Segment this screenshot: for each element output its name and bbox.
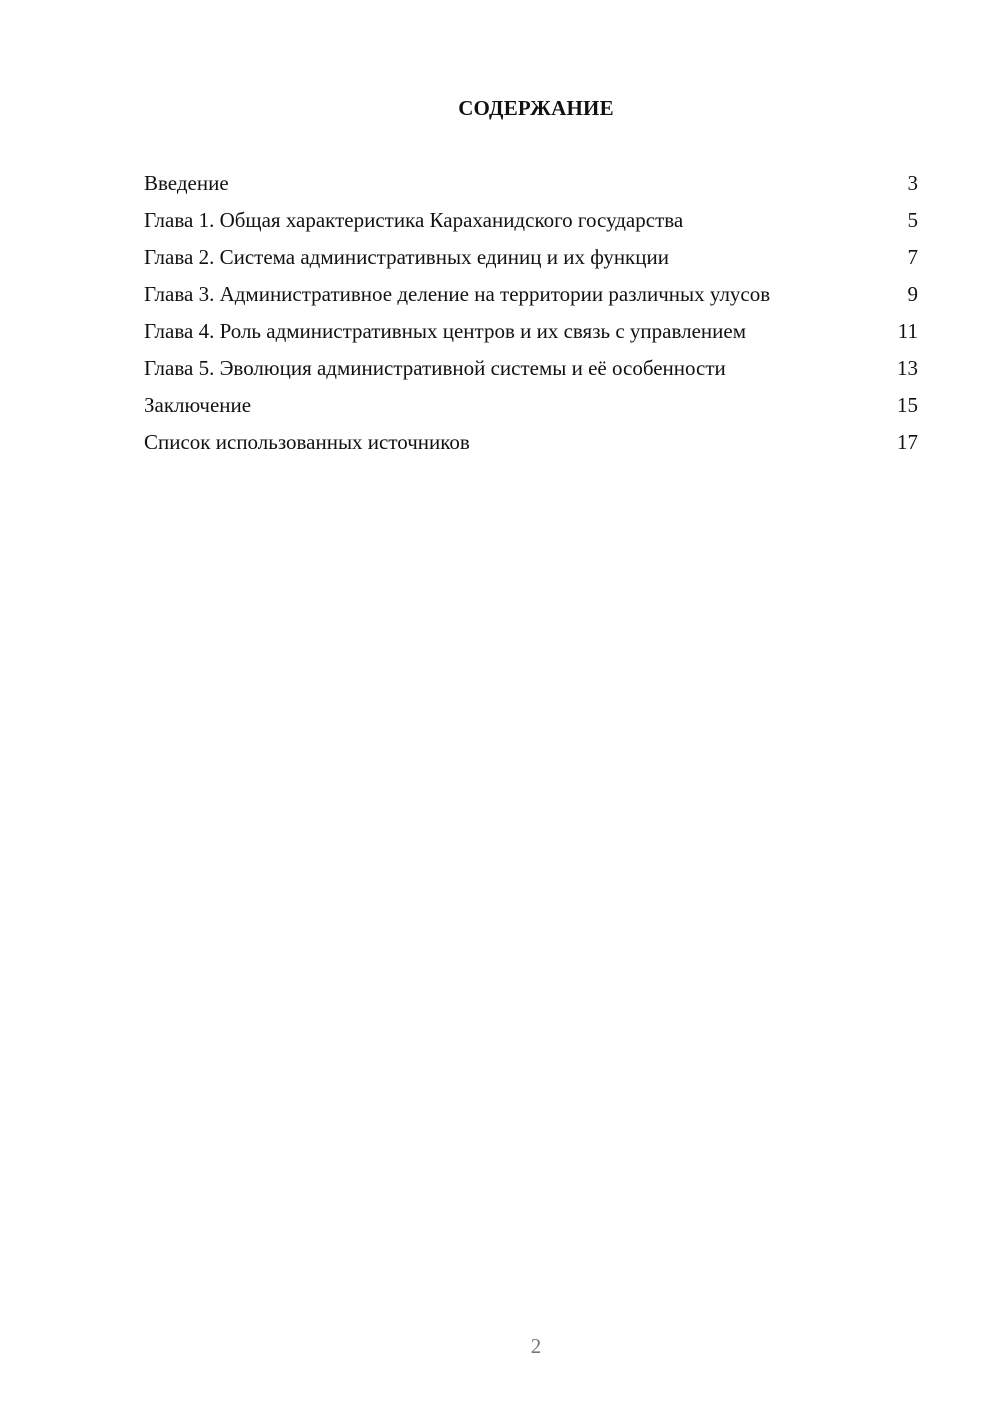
toc-entry-page: 11 — [897, 319, 918, 343]
toc-entry-text: Глава 5. Эволюция административной системы и её особенности — [144, 356, 726, 380]
toc-entry-conclusion — [144, 392, 918, 418]
toc-entry-chapter-1 — [144, 207, 918, 233]
toc-entry-chapter-5 — [144, 355, 918, 381]
table-of-contents — [144, 170, 918, 466]
toc-entry-page: 5 — [907, 208, 918, 232]
toc-entry-text: Глава 2. Система административных единиц и их функции — [144, 245, 669, 269]
page-number: 2 — [530, 1334, 542, 1358]
toc-entry-text: Глава 4. Роль административных центров и их связь с управлением — [144, 319, 746, 343]
page-title: СОДЕРЖАНИЕ — [458, 96, 614, 120]
toc-entry-references — [144, 429, 918, 455]
toc-entry-text: Введение — [144, 171, 229, 195]
toc-entry-introduction — [144, 170, 918, 196]
toc-entry-page: 17 — [897, 430, 918, 454]
toc-entry-page: 7 — [907, 245, 918, 269]
toc-entry-text: Глава 3. Административное деление на территории различных улусов — [144, 282, 771, 306]
toc-entry-text: Глава 1. Общая характеристика Караханидского государства — [144, 208, 684, 232]
toc-entry-text: Список использованных источников — [144, 430, 470, 454]
toc-entry-chapter-4 — [144, 318, 918, 344]
toc-entry-text: Заключение — [144, 393, 252, 417]
toc-entry-chapter-2 — [144, 244, 918, 270]
toc-entry-page: 15 — [897, 393, 918, 417]
toc-entry-page: 3 — [907, 171, 918, 195]
toc-entry-page: 13 — [897, 356, 918, 380]
toc-entry-chapter-3 — [144, 281, 918, 307]
toc-entry-page: 9 — [907, 282, 918, 306]
